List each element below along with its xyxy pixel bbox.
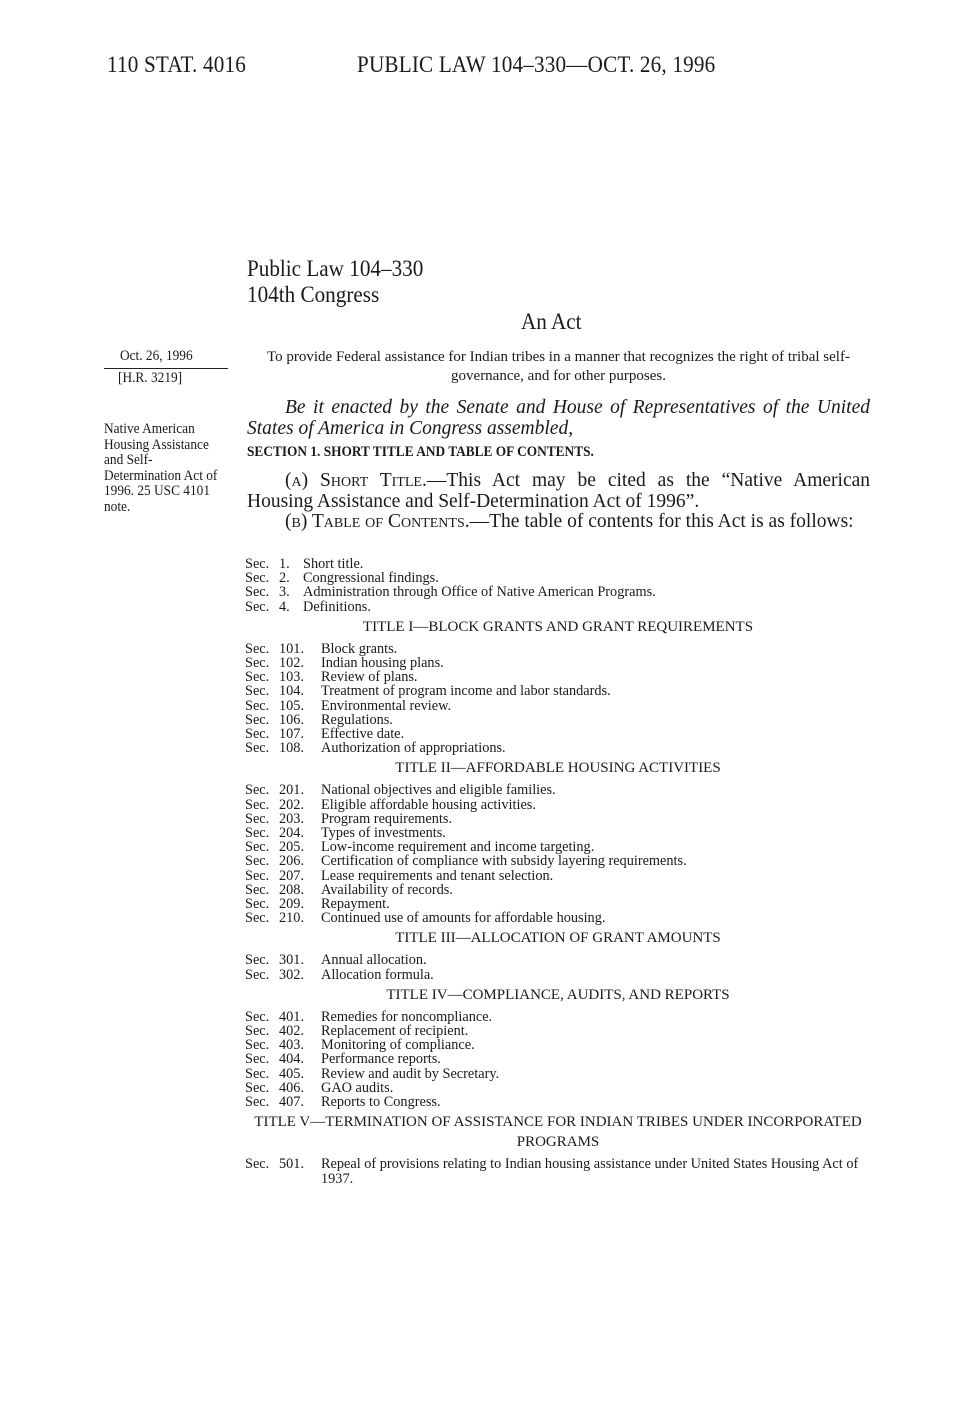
toc-sec-label: Sec. <box>245 1037 270 1054</box>
toc-sec-title: Block grants. <box>321 640 398 657</box>
short-title-text: —This Act may be cited as the “Native American Housing Assistance and Self-Determination Act of 1996”. <box>247 470 871 512</box>
toc-entry <box>245 968 875 982</box>
page-citation: 110 STAT. 4016 <box>107 52 247 77</box>
toc-entry <box>245 557 875 571</box>
toc-sec-number: 407. <box>279 1094 305 1111</box>
toc-sec-label: Sec. <box>245 1065 270 1082</box>
toc-sec-title: Certification of compliance with subsidy layering requirements. <box>321 853 687 870</box>
toc-sec-label: Sec. <box>245 683 270 700</box>
toc-sec-label: Sec. <box>245 796 270 813</box>
toc-entry <box>245 1052 875 1066</box>
toc-entry <box>245 741 875 755</box>
toc-sec-label: Sec. <box>245 598 270 615</box>
margin-date: Oct. 26, 1996 <box>120 348 193 364</box>
toc-sec-number: 108. <box>279 740 305 757</box>
toc-entry <box>245 812 875 826</box>
toc-sec-title: Review of plans. <box>321 669 418 686</box>
toc-sec-label: Sec. <box>245 896 270 913</box>
toc-sec-title: GAO audits. <box>321 1079 394 1096</box>
toc-sec-title: Allocation formula. <box>321 966 434 983</box>
toc-sec-label: Sec. <box>245 867 270 884</box>
toc-entry <box>245 897 875 911</box>
toc-entry <box>245 699 875 713</box>
toc-sec-title: Monitoring of compliance. <box>321 1037 475 1054</box>
toc-sec-title: Low-income requirement and income targeting. <box>321 839 595 856</box>
toc-sec-label: Sec. <box>245 640 270 657</box>
toc-sec-title: Availability of records. <box>321 881 453 898</box>
toc-entry <box>245 642 875 656</box>
toc-sec-label: Sec. <box>245 782 270 799</box>
toc-sec-label: Sec. <box>245 825 270 842</box>
toc-entry <box>245 684 875 698</box>
toc-entry <box>245 1024 875 1038</box>
toc-sec-number: 209. <box>279 896 305 913</box>
toc-sec-title: Regulations. <box>321 711 393 728</box>
toc-entry <box>245 826 875 840</box>
toc-sec-title: Remedies for noncompliance. <box>321 1008 493 1025</box>
toc-sec-title: Repayment. <box>321 896 390 913</box>
toc-sec-label: Sec. <box>245 952 270 969</box>
toc-sec-number: 104. <box>279 683 305 700</box>
table-of-contents <box>245 557 875 1186</box>
toc-sec-number: 102. <box>279 655 305 672</box>
toc-sec-label: Sec. <box>245 570 270 587</box>
toc-sec-title: Definitions. <box>303 598 371 615</box>
toc-sec-label: Sec. <box>245 910 270 927</box>
toc-sec-number: 103. <box>279 669 305 686</box>
toc-entry <box>245 1095 875 1109</box>
toc-sec-title: Environmental review. <box>321 697 452 714</box>
toc-sec-number: 107. <box>279 726 305 743</box>
toc-entry <box>245 1067 875 1081</box>
toc-sec-label: Sec. <box>245 711 270 728</box>
toc-sec-label: Sec. <box>245 881 270 898</box>
toc-sec-number: 403. <box>279 1037 305 1054</box>
margin-note: Native American Housing Assistance and Self-Determination Act of 1996. 25 USC 4101 note. <box>104 421 218 515</box>
toc-entry <box>245 670 875 684</box>
toc-entry <box>245 1038 875 1052</box>
toc-sec-title: Authorization of appropriations. <box>321 740 506 757</box>
toc-sec-title: Effective date. <box>321 726 405 743</box>
toc-entry <box>245 1157 875 1185</box>
toc-sec-label: Sec. <box>245 1008 270 1025</box>
toc-sec-title: Program requirements. <box>321 810 453 827</box>
toc-sec-title: Lease requirements and tenant selection. <box>321 867 554 884</box>
toc-sec-label: Sec. <box>245 726 270 743</box>
toc-sec-number: 203. <box>279 810 305 827</box>
toc-sec-number: 501. <box>279 1156 305 1173</box>
toc-sec-number: 2. <box>279 570 290 587</box>
toc-sec-number: 208. <box>279 881 305 898</box>
toc-sec-title: Continued use of amounts for affordable housing. <box>321 910 606 927</box>
toc-sec-number: 404. <box>279 1051 305 1068</box>
enacting-clause: Be it enacted by the Senate and House of Representatives of the United States of America in Congress assembled, <box>247 397 870 439</box>
short-title-label: (a) Short Title. <box>285 470 427 491</box>
toc-sec-label: Sec. <box>245 1094 270 1111</box>
toc-entry <box>245 911 875 925</box>
margin-bill: [H.R. 3219] <box>118 370 183 386</box>
toc-sec-number: 4. <box>279 598 290 615</box>
toc-entry <box>245 869 875 883</box>
toc-entry <box>245 783 875 797</box>
toc-entry <box>245 600 875 614</box>
toc-sec-number: 201. <box>279 782 305 799</box>
toc-sec-title: Annual allocation. <box>321 952 427 969</box>
running-header: PUBLIC LAW 104–330—OCT. 26, 1996 <box>357 52 716 77</box>
act-title: An Act <box>521 309 582 334</box>
toc-sec-title: National objectives and eligible families. <box>321 782 556 799</box>
toc-title-heading: TITLE I—BLOCK GRANTS AND GRANT REQUIREMENTS <box>362 618 754 635</box>
toc-sec-number: 202. <box>279 796 305 813</box>
toc-entry <box>245 585 875 599</box>
toc-sec-title: Types of investments. <box>321 825 446 842</box>
toc-sec-number: 1. <box>279 556 290 572</box>
toc-sec-label: Sec. <box>245 740 270 757</box>
toc-sec-label: Sec. <box>245 1051 270 1068</box>
toc-sec-label: Sec. <box>245 669 270 686</box>
act-purpose: To provide Federal assistance for Indian tribes in a manner that recognizes the right of tribal self-governance, and for other purposes. <box>267 349 850 384</box>
toc-sec-label: Sec. <box>245 556 270 572</box>
toc-sec-title: Repeal of provisions relating to Indian housing assistance under United States Housing Act of 1937. <box>321 1156 859 1187</box>
toc-sec-label: Sec. <box>245 655 270 672</box>
toc-sec-label: Sec. <box>245 697 270 714</box>
toc-sec-title: Performance reports. <box>321 1051 441 1068</box>
toc-sec-title: Short title. <box>303 556 364 572</box>
toc-sec-label: Sec. <box>245 1156 270 1173</box>
toc-sec-number: 205. <box>279 839 305 856</box>
toc-sec-number: 105. <box>279 697 305 714</box>
toc-title-heading: TITLE III—ALLOCATION OF GRANT AMOUNTS <box>395 930 721 947</box>
toc-intro-text: —The table of contents for this Act is as follows: <box>469 511 854 532</box>
toc-sec-number: 207. <box>279 867 305 884</box>
section-heading: SECTION 1. SHORT TITLE AND TABLE OF CONTENTS. <box>247 444 594 460</box>
toc-sec-number: 106. <box>279 711 305 728</box>
toc-sec-number: 301. <box>279 952 305 969</box>
toc-sec-number: 204. <box>279 825 305 842</box>
toc-sec-title: Indian housing plans. <box>321 655 444 672</box>
short-title-paragraph <box>247 471 870 512</box>
toc-sec-label: Sec. <box>245 839 270 856</box>
law-title: Public Law 104–330 <box>247 256 424 281</box>
toc-sec-number: 3. <box>279 584 290 601</box>
toc-entry <box>245 798 875 812</box>
toc-entry <box>245 840 875 854</box>
toc-sec-title: Reports to Congress. <box>321 1094 441 1111</box>
toc-entry <box>245 656 875 670</box>
toc-intro-paragraph <box>247 512 870 533</box>
toc-sec-label: Sec. <box>245 584 270 601</box>
toc-title-heading: TITLE V—TERMINATION OF ASSISTANCE FOR INDIAN TRIBES UNDER INCORPORATED PROGRAMS <box>254 1114 862 1151</box>
toc-sec-number: 101. <box>279 640 305 657</box>
toc-entry <box>245 953 875 967</box>
toc-sec-number: 302. <box>279 966 305 983</box>
toc-sec-number: 210. <box>279 910 305 927</box>
toc-entry <box>245 727 875 741</box>
toc-entry <box>245 713 875 727</box>
toc-sec-number: 206. <box>279 853 305 870</box>
toc-sec-label: Sec. <box>245 810 270 827</box>
toc-label: (b) Table of Contents. <box>285 511 470 532</box>
toc-entry <box>245 1081 875 1095</box>
toc-sec-title: Congressional findings. <box>303 570 439 587</box>
toc-entry <box>245 854 875 868</box>
toc-title-heading: TITLE IV—COMPLIANCE, AUDITS, AND REPORTS <box>386 986 730 1003</box>
toc-sec-title: Review and audit by Secretary. <box>321 1065 500 1082</box>
toc-sec-title: Administration through Office of Native American Programs. <box>303 584 656 601</box>
toc-entry <box>245 1010 875 1024</box>
toc-sec-label: Sec. <box>245 853 270 870</box>
toc-title-heading: TITLE II—AFFORDABLE HOUSING ACTIVITIES <box>395 760 721 777</box>
toc-sec-label: Sec. <box>245 1079 270 1096</box>
congress-title: 104th Congress <box>247 282 380 307</box>
toc-sec-title: Eligible affordable housing activities. <box>321 796 536 813</box>
toc-sec-number: 406. <box>279 1079 305 1096</box>
toc-sec-title: Replacement of recipient. <box>321 1023 469 1040</box>
toc-sec-label: Sec. <box>245 1023 270 1040</box>
toc-entry <box>245 571 875 585</box>
toc-sec-title: Treatment of program income and labor standards. <box>321 683 611 700</box>
toc-sec-number: 401. <box>279 1008 305 1025</box>
toc-sec-label: Sec. <box>245 966 270 983</box>
toc-entry <box>245 883 875 897</box>
margin-divider <box>104 368 228 369</box>
toc-sec-number: 405. <box>279 1065 305 1082</box>
toc-sec-number: 402. <box>279 1023 305 1040</box>
